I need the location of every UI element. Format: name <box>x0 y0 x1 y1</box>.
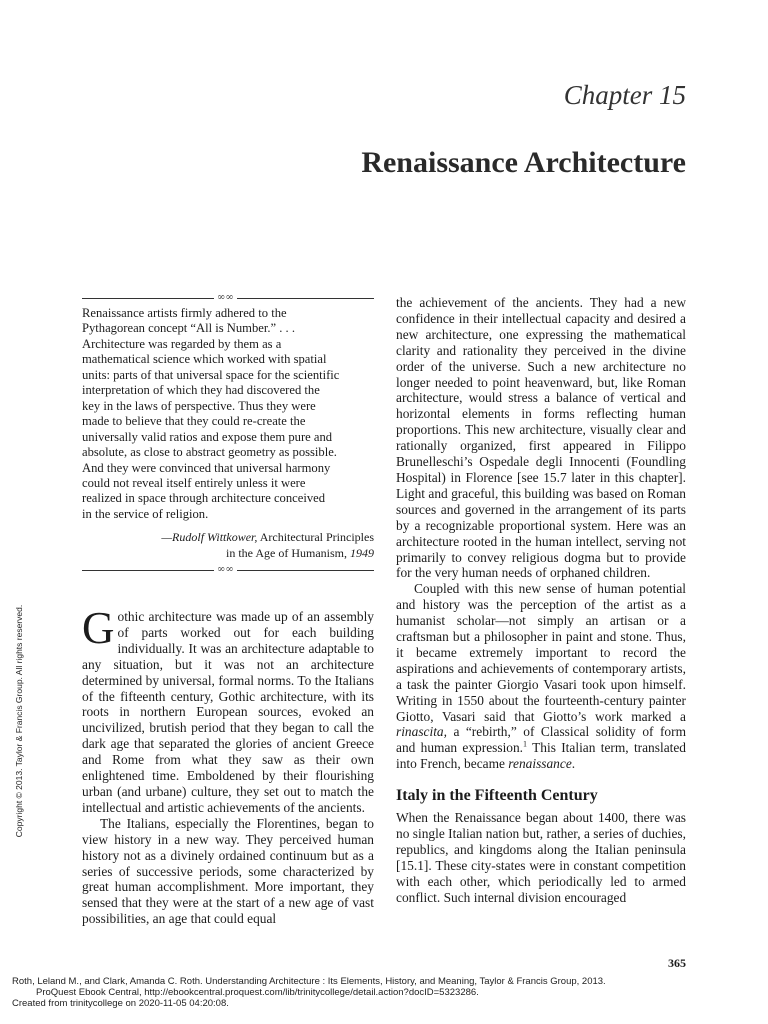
epigraph-attribution <box>82 529 374 561</box>
footer-created: Created from trinitycollege on 2020-11-05 04:20:08. <box>12 998 229 1009</box>
p3-text-d: . <box>571 756 576 772</box>
p3-text-a: Coupled with this new sense of human potential and history was the perception of the artist as a humanist scholar—not simply an artisan or a craftsman but a philosopher in paint and stone. Thus, it became extremely important to record the aspirations and achievements of contemporary artists, a task the painter Giorgio Vasari took upon himself. Writing in 1550 about the fourteenth-century painter Giotto, Vasari said that Giotto’s work marked a <box>396 581 686 724</box>
epigraph-line: units: parts of that universal space for the scientific <box>82 367 340 382</box>
chapter-label: Chapter 15 <box>563 80 686 110</box>
drop-cap: G <box>82 603 115 653</box>
epigraph-line: realized in space through architecture conceived <box>82 491 326 506</box>
epigraph-line: Pythagorean concept “All is Number.” . . . <box>82 321 295 336</box>
epigraph-line: key in the laws of perspective. Thus they were <box>82 398 316 413</box>
section-heading: Italy in the Fifteenth Century <box>396 787 598 805</box>
ornament-icon: ∞∞ <box>214 565 237 575</box>
epigraph-line: Architecture was regarded by them as a <box>82 336 282 351</box>
right-column <box>396 295 686 906</box>
epigraph-line: mathematical science which worked with spatial <box>82 352 327 367</box>
paragraph-1-text: othic architecture was made up of an assembly of parts worked out for each building individually. It was an architecture adaptable to any situation, but it was not an architecture determined by universal, formal norms. To the Italians of the fifteenth century, Gothic architecture, with its roots in northern European sources, evoked an uncivilized, brutish period that they began to call the dark age that separated the glories of ancient Greece and Rome from what they saw as their own enlightened time. Emboldened by their flourishing urban (and urbane) culture, they set out to match the intellectual and artistic achievements of the ancients. <box>82 609 374 815</box>
paragraph-4: When the Renaissance began about 1400, there was no single Italian nation but, rather, a series of duchies, republics, and kingdoms along the Italian peninsula [15.1]. These city-states were in constant competition with each other, which periodically led to armed conflict. Such internal division encouraged <box>396 810 686 905</box>
p3-italic-renaissance: renaissance <box>508 756 572 772</box>
epigraph-line: interpretation of which they had discovered the <box>82 383 320 398</box>
epigraph-line: Renaissance artists firmly adhered to the <box>82 306 287 320</box>
footer-citation: Roth, Leland M., and Clark, Amanda C. Roth. Understanding Architecture : Its Elements, History, and Meaning, Taylor & Francis Group, 2013. <box>12 976 606 987</box>
p3-text-b: a “rebirth,” of Classical solidity of form and human expression. <box>396 724 686 756</box>
paragraph-1 <box>82 603 374 816</box>
epigraph-line: in the service of religion. <box>82 506 209 521</box>
epigraph-line: And they were convinced that universal harmony <box>82 460 331 475</box>
paragraph-2: The Italians, especially the Florentines, began to view history in a new way. They perceived human history not as a divinely ordained continuum but as a series of successive periods, some characterized by great human accomplishment. More important, they sensed that they were at the start of a new age of vast possibilities, an age that could equal <box>82 815 374 927</box>
attribution-work-cont: in the Age of Humanism, <box>226 546 347 560</box>
footer-url: ProQuest Ebook Central, http://ebookcentral.proquest.com/lib/trinitycollege/detail.action?docID=5323286. <box>36 987 479 998</box>
attribution-work: Architectural Principles <box>259 530 374 544</box>
p3-italic-rinascita: rinascita, <box>396 724 447 740</box>
footnote-marker: 1 <box>523 739 528 749</box>
attribution-author: —Rudolf Wittkower, <box>161 530 258 544</box>
epigraph-line: universally valid ratios and expose them pure and <box>82 429 333 444</box>
epigraph-line: made to believe that they could re-create the <box>82 414 306 429</box>
epigraph <box>82 306 357 522</box>
ornament-icon: ∞∞ <box>214 293 237 303</box>
left-column <box>82 603 374 927</box>
paragraph-2-continued: the achievement of the ancients. They had a new confidence in their intellectual capacity and desired a new architecture, one expressing the mathematical clarity and rationality they perceived in the divine order of the universe. Such a new architecture no longer needed to point heavenward, but, like Roman architecture, would stress a balance of vertical and horizontal elements in forms reflecting human proportions. This new architecture, visually clear and rationally organized, first appeared in Filippo Brunelleschi’s Ospedale degli Innocenti (Foundling Hospital) in Florence [see 15.7 later in this chapter]. Light and graceful, this building was based on Roman sources and governed in the arrangement of its parts by a recognizable proportional system. Here was an architecture rooted in the human intellect, serving not primarily to convey religious dogma but to provide for the very human needs of orphaned children. <box>396 295 686 581</box>
p3-text-c: This Italian term, translated into French, became <box>396 740 686 772</box>
epigraph-line: could not reveal itself entirely unless it were <box>82 475 306 490</box>
chapter-title: Renaissance Architecture <box>361 146 686 179</box>
footer <box>12 976 606 1009</box>
page-number: 365 <box>668 956 686 970</box>
side-copyright: Copyright © 2013. Taylor & Francis Group. All rights reserved. <box>14 604 24 838</box>
paragraph-3 <box>396 581 686 772</box>
epigraph-line: absolute, as close to abstract geometry as possible. <box>82 445 337 460</box>
attribution-year: 1949 <box>350 546 374 560</box>
